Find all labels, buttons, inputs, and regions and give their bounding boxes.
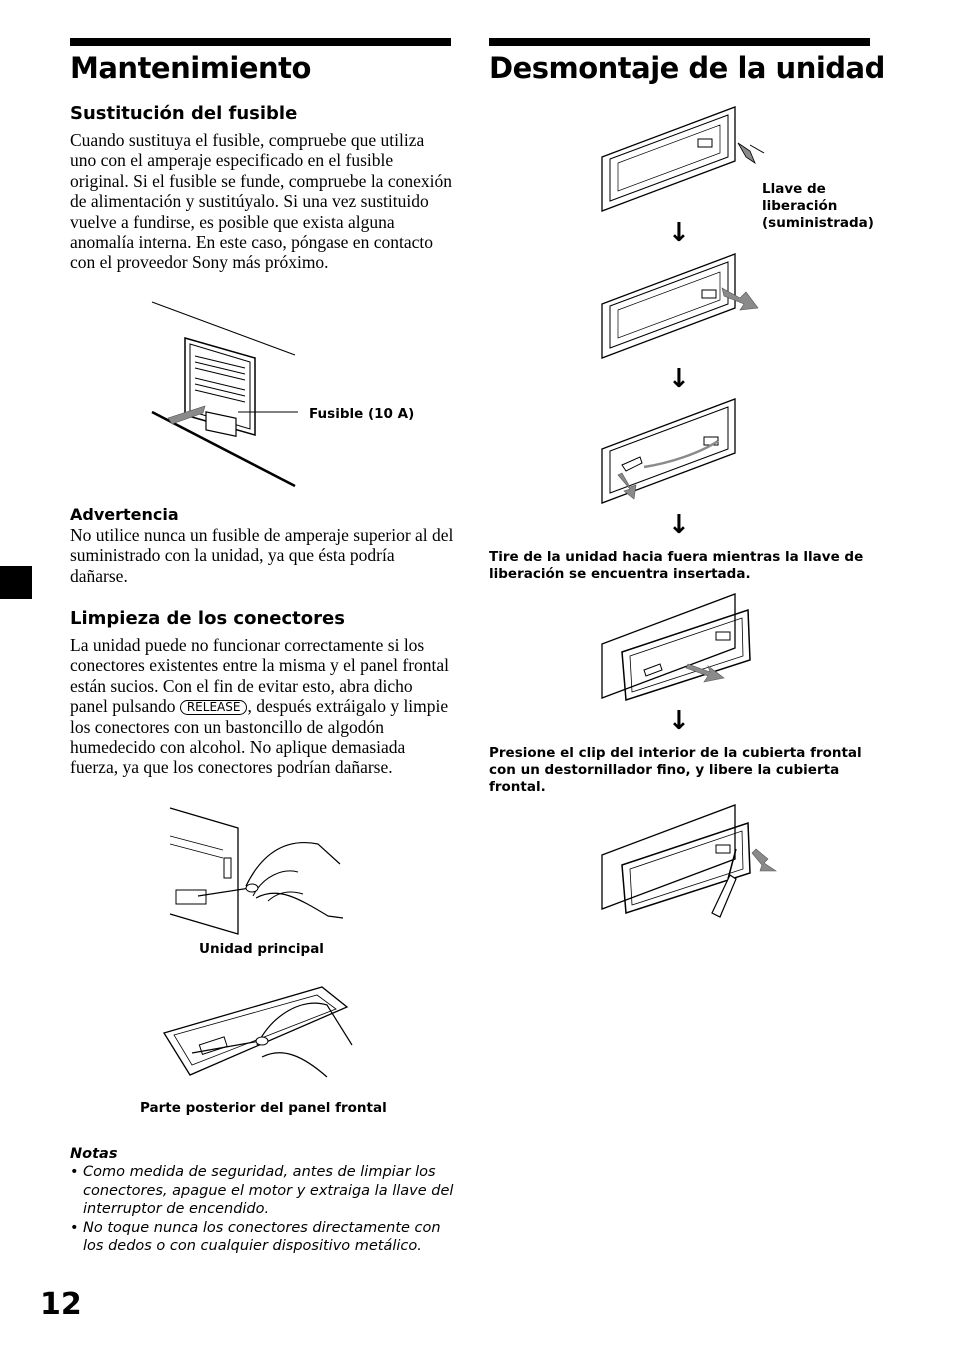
- fuse-illustration: [150, 300, 320, 490]
- step2-insert-key-illustration: [600, 252, 765, 360]
- down-arrow-icon: ↓: [668, 706, 690, 736]
- cleaning-text-after: , después extráigalo y limpie los conectores con un bastoncillo de algodón humedecido con alcohol. No aplique demasiada fuerza, ya que los conectores podrían dañarse.: [70, 696, 449, 778]
- step3-keys-inserted-illustration: [600, 397, 745, 505]
- release-key-label: RELEASE: [180, 700, 248, 715]
- right-title-rule: [489, 38, 870, 46]
- cleaning-paragraph: [70, 635, 454, 778]
- notes-block: [70, 1145, 454, 1255]
- fuse-heading: Sustitución del fusible: [70, 103, 298, 124]
- cleaning-heading: Limpieza de los conectores: [70, 608, 345, 629]
- step4-caption: Tire de la unidad hacia fuera mientras la llave de liberación se encuentra insertada.: [489, 549, 864, 582]
- warning-heading: Advertencia: [70, 505, 179, 524]
- fuse-figure-label: Fusible (10 A): [309, 406, 415, 422]
- down-arrow-icon: ↓: [668, 510, 690, 540]
- step5-caption: Presione el clip del interior de la cubierta frontal con un destornillador fino, y libere la cubierta frontal.: [489, 745, 862, 795]
- page-title-left: Mantenimiento: [70, 51, 311, 85]
- main-unit-caption: Unidad principal: [199, 941, 324, 957]
- front-panel-back-illustration: [162, 985, 357, 1085]
- release-key-label-callout: Llave de liberación (suministrada): [762, 181, 874, 231]
- note-item: • No toque nunca los conectores directamente con los dedos o con cualquier dispositivo metálico.: [70, 1219, 454, 1256]
- fuse-paragraph: Cuando sustituya el fusible, compruebe que utiliza uno con el amperaje especificado en el fusible original. Si el fusible se funde, compruebe la conexión de alimentación y sustitúyalo. Si una vez sustituido vuelve a fundirse, es posible que exista alguna anomalía interna. En este caso, póngase en contacto con el proveedor Sony más próximo.: [70, 130, 452, 273]
- step4-pull-unit-illustration: [600, 592, 760, 704]
- page-title-right: Desmontaje de la unidad: [489, 51, 885, 85]
- down-arrow-icon: ↓: [668, 218, 690, 248]
- left-title-rule: [70, 38, 451, 46]
- cleaning-text-before: La unidad puede no funcionar correctamente si los conectores existentes entre la misma y el panel frontal están sucios. Con el fin de evitar esto, abra dicho panel pulsando: [70, 635, 450, 717]
- down-arrow-icon: ↓: [668, 364, 690, 394]
- chapter-side-tab: [0, 566, 32, 599]
- note-item: • Como medida de seguridad, antes de limpiar los conectores, apague el motor y extraiga la llave del interruptor de encendido.: [70, 1163, 454, 1218]
- notes-heading: Notas: [70, 1146, 118, 1162]
- warning-paragraph: No utilice nunca un fusible de amperaje superior al del suministrado con la unidad, ya que ésta podría dañarse.: [70, 525, 454, 586]
- main-unit-illustration: [168, 806, 348, 941]
- step5-screwdriver-illustration: [600, 803, 780, 923]
- front-panel-back-caption: Parte posterior del panel frontal: [140, 1100, 387, 1116]
- page-number: 12: [40, 1287, 82, 1322]
- step1-release-key-illustration: [600, 105, 770, 213]
